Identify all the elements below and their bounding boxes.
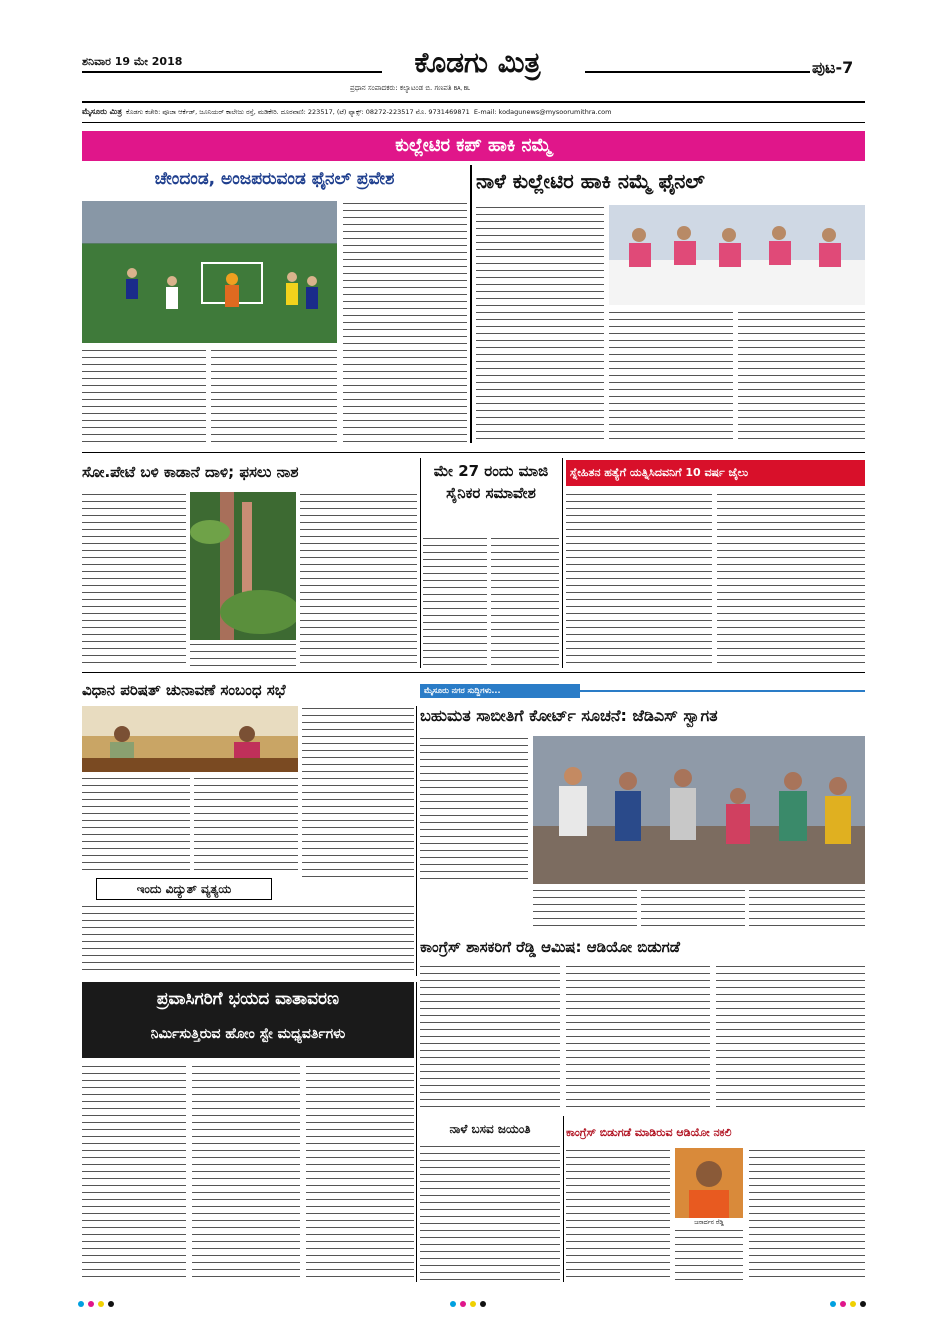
jail-headline-box	[566, 460, 865, 486]
hockey-left-body-c	[211, 348, 337, 443]
hockey-right-body-c	[738, 310, 865, 443]
basava-headline: ನಾಳೆ ಬಸವ ಜಯಂತಿ	[449, 1122, 531, 1136]
meeting-photo-art	[82, 706, 298, 772]
council-body-b	[82, 776, 190, 872]
basava-body	[420, 1144, 560, 1282]
divider-left-mid	[416, 706, 417, 976]
fake-audio-body-b	[675, 1228, 743, 1282]
council-meeting-photo	[82, 706, 298, 772]
jds-headline: ಬಹುಮತ ಸಾಬೀತಿಗೆ ಕೋರ್ಟ್ ಸೂಚನೆ: ಜೆಡಿಎಸ್ ಸ್ವಾಗತ	[420, 706, 718, 725]
hockey-right-body-b	[609, 310, 733, 443]
masthead-title: ಕೊಡಗು ಮಿತ್ರ	[414, 46, 541, 79]
section-rule-2	[82, 672, 865, 673]
elephant-body-b	[300, 492, 417, 666]
contact-strip	[82, 106, 865, 118]
hockey-right-headline: ನಾಳೆ ಕುಲ್ಲೇಟಿರ ಹಾಕಿ ನಮ್ಮೆ ಫೈನಲ್	[476, 169, 705, 193]
soldiers-body-b	[491, 536, 559, 666]
fake-audio-headline: ಕಾಂಗ್ರೆಸ್ ಬಿಡುಗಡೆ ಮಾಡಿರುವ ಆಡಿಯೋ ನಕಲಿ	[566, 1126, 732, 1139]
fake-audio-body-c	[749, 1148, 865, 1282]
editor-degree: BA, BL	[453, 86, 470, 92]
divider-hockey	[470, 165, 472, 443]
divider-soldiers	[562, 458, 563, 668]
jail-body-b	[717, 492, 865, 666]
hockey-left-headline: ಚೇಂದಂಡ, ಅಂಜಪರುವಂಡ ಫೈನಲ್ ಪ್ರವೇಶ	[154, 169, 395, 189]
jds-body-c	[641, 888, 745, 932]
divider-basava	[563, 1116, 564, 1282]
masthead-rule-right	[585, 71, 810, 73]
jds-body-b	[533, 888, 637, 932]
divider-left-bottom	[416, 982, 417, 1282]
jds-body-d	[749, 888, 865, 932]
reddy-body-c	[716, 964, 865, 1112]
page-number: ಪುಟ-7	[812, 58, 854, 77]
office-address: ಕೊಡಗು ಕಚೇರಿ: ಪೂಜಾ ಆರ್ಕೆಡ್, ಜೂನಿಯರ್ ಕಾಲೇಜು ರಸ್ತೆ, ಮಡಿಕೇರಿ. ದೂರವಾಣಿ: 223517, (ಟೆ) ಫ್ಯಾಕ್ಸ್: 08272-223517 ಮೊ. 9731469871	[126, 108, 470, 116]
editor-name: ಪ್ರಧಾನ ಸಂಪಾದಕರು: ಕಲ್ಯಾಟಂಡ ಬಿ. ಗಣಪತಿ	[350, 84, 452, 92]
divider-elephant	[420, 458, 421, 668]
jail-headline: ಸ್ನೇಹಿತನ ಹತ್ಯೆಗೆ ಯತ್ನಿಸಿದವನಿಗೆ 10 ವರ್ಷ ಜೈಲು	[570, 466, 749, 479]
section-banner	[82, 131, 865, 161]
mysore-news-tag-text: ಮೈಸೂರು ನಗರ ಸುದ್ದಿಗಳು...	[424, 686, 501, 695]
reddy-portrait-caption: ಜನಾರ್ದನ ರೆಡ್ಡಿ	[694, 1219, 724, 1226]
reddy-portrait-photo	[675, 1148, 743, 1218]
council-body-a	[302, 706, 414, 880]
crop-photo-art	[190, 492, 296, 640]
elephant-body-a	[82, 492, 186, 666]
editor-line	[350, 84, 630, 93]
email-address: E-mail: kodagunews@mysoorumithra.com	[473, 108, 612, 116]
color-registration-dots-icon	[830, 1292, 870, 1311]
masthead-rule-bottom	[82, 101, 865, 103]
hockey-right-body-a	[476, 205, 604, 443]
homestay-headline-box	[82, 982, 414, 1058]
hockey-left-body-b	[82, 348, 206, 443]
reddy-body-a	[420, 964, 560, 1112]
mysore-tag-rule	[580, 690, 865, 692]
issue-date: ಶನಿವಾರ 19 ಮೇ 2018	[82, 55, 183, 68]
celebration-photo-art	[533, 736, 865, 884]
council-body-c	[194, 776, 298, 872]
hockey-left-body-a	[343, 201, 467, 443]
homestay-headline-2: ನಿರ್ಮಿಸುತ್ತಿರುವ ಹೋಂ ಸ್ಟೇ ಮಧ್ಯವರ್ತಿಗಳು	[150, 1026, 346, 1042]
homestay-headline-1: ಪ್ರವಾಸಿಗರಿಗೆ ಭಯದ ವಾತಾವರಣ	[156, 989, 340, 1009]
press-meet-photo	[609, 205, 865, 305]
homestay-body-c	[306, 1064, 414, 1282]
power-body	[82, 904, 414, 974]
reddy-headline: ಕಾಂಗ್ರೆಸ್ ಶಾಸಕರಿಗೆ ರೆಡ್ಡಿ ಆಮಿಷ: ಆಡಿಯೋ ಬಿಡುಗಡೆ	[420, 938, 680, 956]
portrait-art	[675, 1148, 743, 1218]
soldiers-headline: ಮೇ 27 ರಂದು ಮಾಜಿ ಸೈನಿಕರ ಸಮಾವೇಶ	[433, 462, 549, 502]
jds-body-a	[420, 736, 528, 884]
jds-celebration-photo	[533, 736, 865, 884]
soldiers-body-a	[423, 536, 487, 666]
fake-audio-body-a	[566, 1148, 670, 1282]
elephant-headline: ಸೋ.ಪೇಟೆ ಬಳಿ ಕಾಡಾನೆ ದಾಳಿ; ಫಸಲು ನಾಶ	[82, 463, 299, 481]
color-registration-dots-icon	[450, 1292, 490, 1311]
crop-damage-photo	[190, 492, 296, 640]
reddy-body-b	[566, 964, 710, 1112]
power-headline-box	[96, 878, 272, 900]
publisher-name: ಮೈಸೂರು ಮಿತ್ರ	[82, 107, 122, 116]
masthead-rule-left	[82, 71, 382, 73]
council-headline: ವಿಧಾನ ಪರಿಷತ್ ಚುನಾವಣೆ ಸಂಬಂಧ ಸಭೆ	[82, 681, 286, 699]
elephant-body-c	[190, 642, 296, 666]
hockey-photo-art	[82, 201, 337, 343]
section-rule-1	[82, 452, 865, 453]
power-headline: ಇಂದು ವಿದ್ಯುತ್ ವ್ಯತ್ಯಯ	[136, 882, 232, 896]
section-banner-text: ಕುಲ್ಲೇಟಿರ ಕಪ್ ಹಾಕಿ ನಮ್ಮೆ	[395, 135, 552, 156]
color-registration-dots-icon	[78, 1292, 118, 1311]
hockey-match-photo	[82, 201, 337, 343]
homestay-body-a	[82, 1064, 186, 1282]
press-photo-art	[609, 205, 865, 305]
homestay-body-b	[192, 1064, 300, 1282]
contact-rule	[82, 122, 865, 123]
mysore-news-tag	[420, 684, 580, 698]
jail-body-a	[566, 492, 712, 666]
